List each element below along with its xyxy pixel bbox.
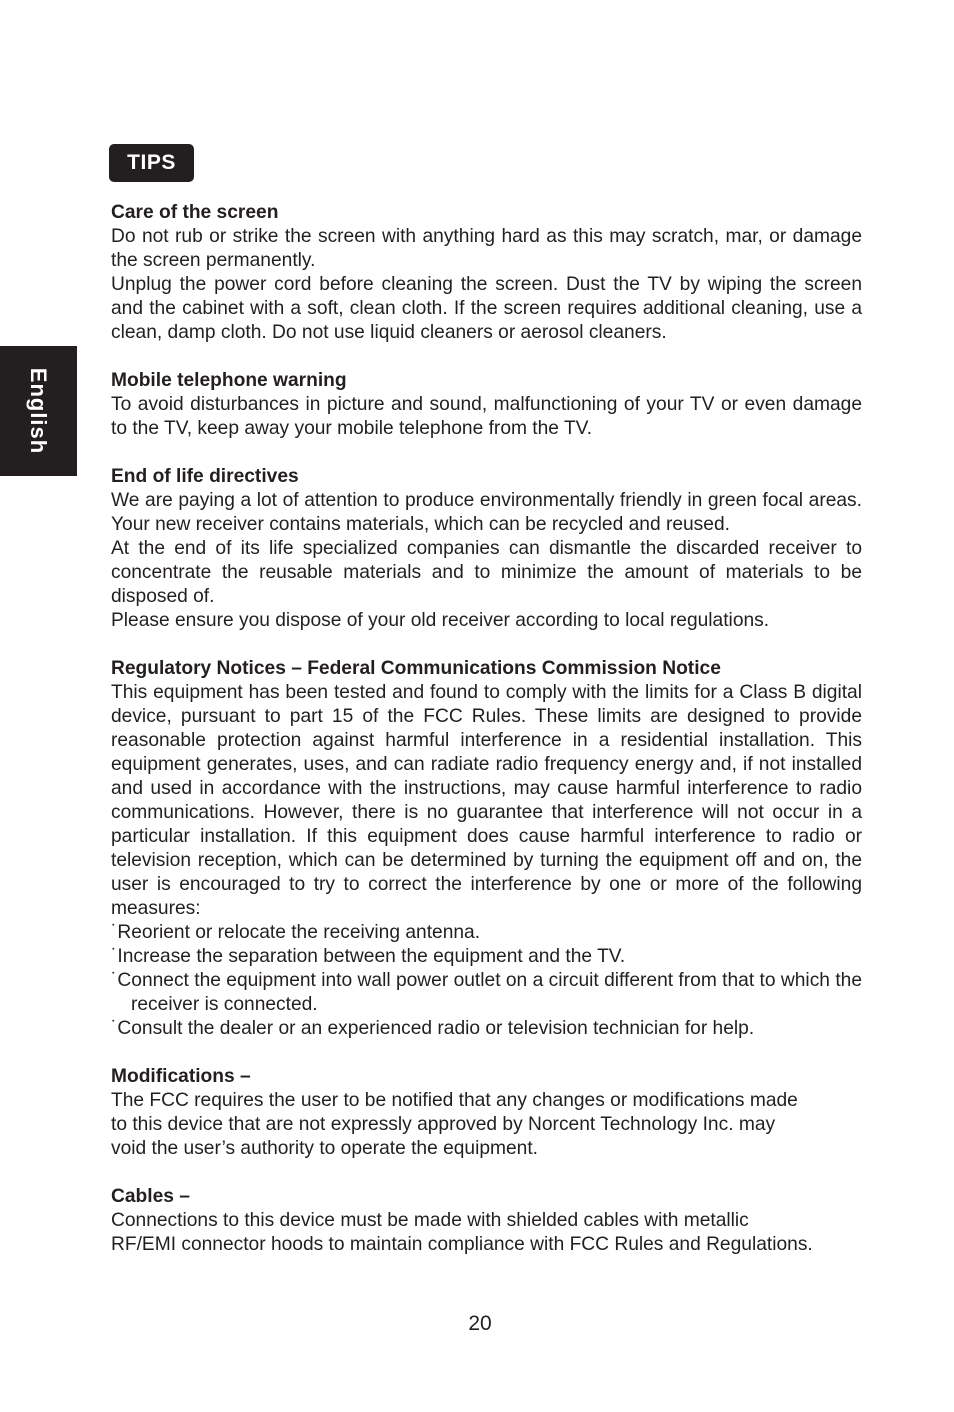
text-line: The FCC requires the user to be notified that any changes or modifications made	[111, 1090, 798, 1111]
paragraph: This equipment has been tested and found to comply with the limits for a Class B digital device, pursuant to part 15 of the FCC Rules. These limits are designed to provide reasonable protection against harmful interference in a residential installation. This equipment generates, uses, and can radiate radio frequency energy and, if not installed and used in accordance with the instructions, may cause harmful interference to radio communications. However, there is no guarantee that interference will not occur in a particular installation. If this equipment does cause harmful interference to radio or television reception, which can be determined by turning the equipment off and on, the user is encouraged to try to correct the interference by one or more of the following measures:	[111, 682, 862, 919]
paragraph: Please ensure you dispose of your old receiver according to local regulations.	[111, 610, 770, 631]
paragraph: Unplug the power cord before cleaning the screen. Dust the TV by wiping the screen and the cabinet with a soft, clean cloth. If the screen requires additional cleaning, use a clean, damp cloth. Do not use liquid cleaners or aerosol cleaners.	[111, 274, 862, 343]
list-item: ˙Reorient or relocate the receiving antenna.	[111, 922, 481, 943]
text-line: Connections to this device must be made with shielded cables with metallic	[111, 1210, 749, 1231]
section-heading: Regulatory Notices – Federal Communications Commission Notice	[111, 658, 721, 679]
section-cables	[111, 1185, 862, 1257]
section-care-of-screen	[111, 201, 862, 345]
paragraph: At the end of its life specialized companies can dismantle the discarded receiver to concentrate the reusable materials and to minimize the amount of materials to be disposed of.	[111, 538, 862, 607]
section-heading: Cables –	[111, 1186, 190, 1207]
tips-badge: TIPS	[109, 144, 194, 182]
text-line: RF/EMI connector hoods to maintain compliance with FCC Rules and Regulations.	[111, 1234, 813, 1255]
section-fcc-notice	[111, 657, 862, 1041]
list-item: ˙Consult the dealer or an experienced radio or television technician for help.	[111, 1018, 755, 1039]
text-line: to this device that are not expressly approved by Norcent Technology Inc. may	[111, 1114, 776, 1135]
paragraph: We are paying a lot of attention to produce environmentally friendly in green focal areas. Your new receiver contains materials, which can be recycled and reused.	[111, 490, 862, 535]
language-tab-label: English	[26, 367, 51, 455]
text-line: void the user’s authority to operate the equipment.	[111, 1138, 539, 1159]
section-heading: End of life directives	[111, 466, 299, 487]
section-end-of-life	[111, 465, 862, 633]
list-item: ˙Increase the separation between the equipment and the TV.	[111, 946, 626, 967]
page-content	[111, 201, 862, 1281]
section-heading: Mobile telephone warning	[111, 370, 347, 391]
page-number: 20	[468, 1312, 492, 1335]
section-mobile-warning	[111, 369, 862, 441]
list-item: ˙Connect the equipment into wall power outlet on a circuit different from that to which the receiver is connected.	[111, 970, 862, 1015]
section-heading: Care of the screen	[111, 202, 279, 223]
section-modifications	[111, 1065, 862, 1161]
paragraph: Do not rub or strike the screen with anything hard as this may scratch, mar, or damage the screen permanently.	[111, 226, 862, 271]
section-heading: Modifications –	[111, 1066, 251, 1087]
paragraph: To avoid disturbances in picture and sound, malfunctioning of your TV or even damage to the TV, keep away your mobile telephone from the TV.	[111, 394, 862, 439]
language-tab	[0, 346, 77, 476]
